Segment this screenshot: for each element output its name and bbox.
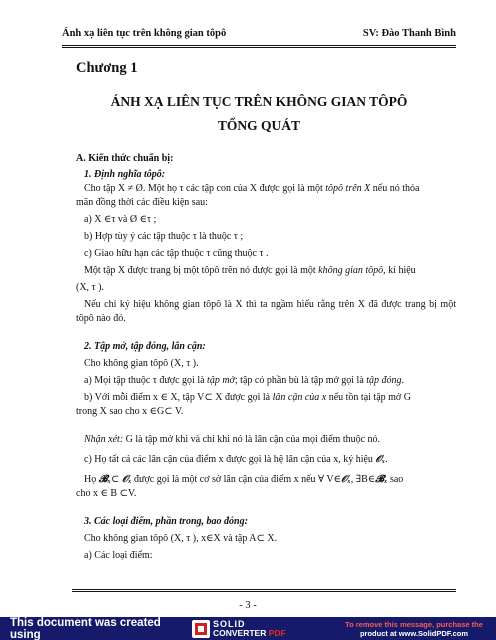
- chapter-title-line1: ÁNH XẠ LIÊN TỤC TRÊN KHÔNG GIAN TÔPÔ: [110, 94, 408, 109]
- text-run: nếu nó thỏa: [370, 183, 420, 194]
- condition-b: b) Hợp tùy ý các tập thuộc τ là thuộc τ ;: [84, 231, 244, 242]
- text-run: .: [385, 454, 388, 465]
- text-run: sao: [387, 474, 404, 485]
- text-run: , ∃B∈: [350, 474, 376, 485]
- term-open-set: tập mở: [207, 375, 235, 386]
- topology-definition: [76, 182, 456, 196]
- remark-label: Nhận xét:: [84, 434, 124, 445]
- topological-space-notation: (X, τ ).: [76, 282, 104, 293]
- text-run: ; tập có phần bù là tập mở gọi là: [234, 375, 367, 386]
- term-topological-space: không gian tôpô: [318, 265, 384, 276]
- subsection-3-heading: 3. Các loại điểm, phần trong, bao đóng:: [84, 516, 248, 527]
- open-closed-def: [76, 374, 456, 388]
- condition-a: a) X ∈τ và Ø ∈τ ;: [84, 214, 157, 225]
- text-run: được gọi là một cơ sở lân cận của điểm x nếu ∀ V∈: [131, 474, 342, 485]
- solid-logo-icon: [192, 620, 210, 638]
- text-run: Một tập X được trang bị một tôpô trên nó được gọi là một: [84, 265, 319, 276]
- document-body: [76, 152, 456, 563]
- symbol-bx: 𝓑ₓ: [98, 474, 111, 485]
- point-types-heading: a) Các loại điểm:: [84, 550, 153, 561]
- header-right-text: SV: Đào Thanh Bình: [362, 28, 456, 39]
- logo-line2: [213, 629, 286, 638]
- page-number: - 3 -: [239, 600, 257, 611]
- text-run: .: [401, 375, 405, 386]
- footer-rule: [72, 589, 456, 592]
- text-run: a) Mọi tập thuộc τ được gọi là: [84, 375, 208, 386]
- term-topology: tôpô trên X: [325, 183, 371, 194]
- text-run: b) Với mỗi điểm x ∈ X, tập V⊂ X được gọi là: [84, 392, 273, 403]
- neighborhood-system-def: [76, 453, 456, 467]
- neighborhood-def: [76, 391, 456, 405]
- text-run: ⊂: [110, 474, 122, 485]
- subsection-2-intro: Cho không gian tôpô (X, τ ).: [84, 358, 199, 369]
- neighborhood-base-def: [76, 473, 456, 487]
- banner-purchase-link[interactable]: [332, 620, 496, 638]
- symbol-ox: 𝒪ₓ: [341, 474, 351, 485]
- logo-converter-text: CONVERTER: [213, 627, 269, 638]
- topological-space-def: [76, 264, 456, 278]
- condition-c: c) Giao hữu hạn các tập thuộc τ cũng thuộc τ .: [84, 248, 269, 259]
- logo-line1: SOLID: [213, 618, 246, 629]
- header-rule: [62, 45, 456, 48]
- text-run: , kí hiệu: [383, 265, 416, 276]
- neighborhood-def-cont: trong X sao cho x ∈G⊂ V.: [76, 406, 184, 417]
- text-run: nếu tồn tại tập mở G: [326, 392, 411, 403]
- chapter-label: Chương 1: [76, 60, 138, 76]
- section-a-heading: A. Kiến thức chuẩn bị:: [76, 153, 174, 164]
- header-left-text: Ánh xạ liên tục trên không gian tôpô: [62, 28, 227, 39]
- subsection-2-heading: 2. Tập mở, tập đóng, lân cận:: [84, 341, 206, 352]
- neighborhood-base-def-cont: cho x ∈ B ⊂V.: [76, 488, 137, 499]
- logo-wordmark: [213, 620, 286, 638]
- subsection-1-heading: 1. Định nghĩa tôpô:: [84, 169, 166, 180]
- banner-purchase-line1: To remove this message, purchase the: [345, 619, 483, 629]
- page-header: [62, 28, 456, 44]
- term-closed-set: tập đóng: [366, 375, 402, 386]
- text-run: c) Họ tất cả các lân cận của điểm x được gọi là hệ lân cận của x, ký hiệu: [84, 454, 376, 465]
- term-neighborhood: lân cận của x: [272, 392, 327, 403]
- notation-note: Nếu chỉ ký hiệu không gian tôpô là X thì ta ngầm hiểu rằng trên X đã được trang bị một tôpô nào đó.: [76, 299, 456, 324]
- symbol-bx: 𝓑ₓ: [375, 474, 388, 485]
- watermark-banner[interactable]: [0, 617, 496, 640]
- subsection-3-intro: Cho không gian tôpô (X, τ ), x∈X và tập A⊂ X.: [84, 533, 278, 544]
- logo-pdf-text: PDF: [268, 627, 286, 638]
- text-run: Cho tập X ≠ Ø. Một họ τ các tập con của X được gọi là một: [84, 183, 326, 194]
- text-run: Họ: [84, 474, 99, 485]
- chapter-title-line2: TỔNG QUÁT: [217, 118, 301, 133]
- banner-purchase-line2: product at www.SolidPDF.com: [359, 628, 469, 638]
- text-run: G là tập mở khi và chỉ khi nó là lân cận của mọi điểm thuộc nó.: [123, 434, 381, 445]
- symbol-ox: 𝒪ₓ: [375, 454, 386, 465]
- remark: [76, 433, 456, 447]
- solid-converter-logo[interactable]: [192, 620, 332, 638]
- symbol-ox: 𝒪ₓ: [121, 474, 132, 485]
- banner-created-text: This document was created using: [10, 616, 161, 640]
- topology-definition-cont: mãn đồng thời các điều kiện sau:: [76, 197, 208, 208]
